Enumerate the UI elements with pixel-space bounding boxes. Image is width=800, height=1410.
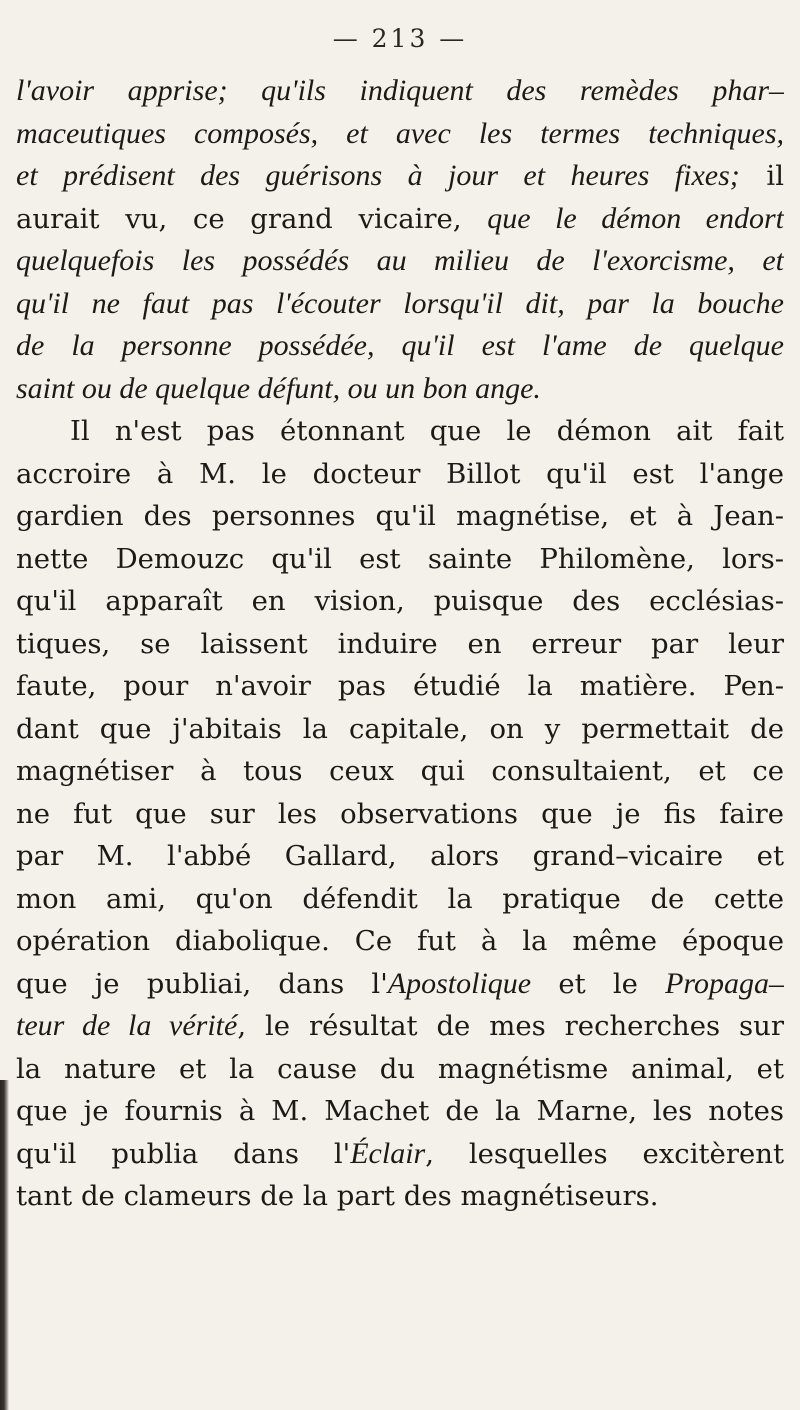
text-line: [16, 1090, 784, 1133]
text-run: nette Demouzc qu'il est sainte Philomène, lors-: [16, 542, 784, 575]
text-run: , le résultat de mes recherches sur: [237, 1010, 784, 1042]
text-line: [16, 283, 784, 326]
page-number: — 213 —: [332, 24, 468, 53]
text-line: [16, 750, 784, 793]
italic-run: l'avoir apprise; qu'ils indiquent des remèdes phar–: [16, 74, 784, 107]
italic-run: qu'il ne faut pas l'écouter lorsqu'il dit, par la bouche: [16, 286, 784, 320]
text-run: magnétiser à tous ceux qui consultaient, et ce: [16, 755, 784, 787]
text-line: [16, 113, 784, 156]
text-line: [16, 1005, 784, 1048]
text-run: il: [739, 160, 784, 192]
text-run: faute, pour n'avoir pas étudié la matière. Pen-: [16, 670, 784, 702]
italic-run: Propaga–: [665, 966, 784, 1000]
text-line: [16, 708, 784, 751]
italic-run: de la personne possédée, qu'il est l'ame de quelque: [16, 329, 784, 362]
text-line: [16, 793, 784, 836]
text-run: accroire à M. le docteur Billot qu'il est l'ange: [16, 457, 784, 490]
text-run: tant de clameurs de la part des magnétiseurs.: [16, 1180, 659, 1212]
text-run: dant que j'abitais la capitale, on y permettait de: [16, 712, 784, 745]
text-line: [16, 665, 784, 708]
text-run: et le: [531, 967, 666, 1000]
text-run: opération diabolique. Ce fut à la même époque: [16, 925, 784, 957]
text-line: [16, 963, 784, 1006]
text-line: [16, 835, 784, 878]
text-run: qu'il publia dans l': [16, 1137, 351, 1170]
italic-run: que le démon endort: [487, 201, 784, 235]
text-run: Il n'est pas étonnant que le démon ait fait: [70, 415, 784, 447]
text-run: , lesquelles excitèrent: [425, 1137, 784, 1170]
text-line: [16, 198, 784, 241]
text-line: [16, 155, 784, 198]
text-run: ne fut que sur les observations que je fis faire: [16, 797, 784, 830]
italic-run: quelquefois les possédés au milieu de l'exorcisme, et: [16, 244, 784, 277]
text-line: [16, 325, 784, 368]
text-run: que je fournis à M. Machet de la Marne, les notes: [16, 1095, 784, 1127]
scan-shadow-edge: [0, 1080, 9, 1410]
text-run: que je publiai, dans l': [16, 967, 388, 1000]
text-run: par M. l'abbé Gallard, alors grand–vicaire et: [16, 840, 784, 872]
text-line: [16, 1175, 784, 1218]
text-run: qu'il apparaît en vision, puisque des ecclésias-: [16, 585, 784, 617]
italic-run: Apostolique: [387, 966, 532, 1000]
text-run: tiques, se laissent induire en erreur par leur: [16, 627, 784, 660]
italic-run: saint ou de quelque défunt, ou un bon ange.: [16, 371, 541, 405]
text-run: aurait vu, ce grand vicaire,: [16, 202, 488, 235]
text-run: gardien des personnes qu'il magnétise, et à Jean-: [16, 500, 784, 532]
text-line: [16, 1133, 784, 1176]
text-line: [16, 70, 784, 113]
text-line: [16, 495, 784, 538]
text-run: la nature et la cause du magnétisme animal, et: [16, 1052, 784, 1085]
italic-run: maceutiques composés, et avec les termes techniques,: [16, 116, 784, 150]
text-line: [16, 1048, 784, 1091]
italic-run: Éclair: [350, 1136, 426, 1170]
text-line: [16, 368, 784, 411]
italic-run: teur de la vérité: [16, 1009, 238, 1042]
body-text: [16, 70, 784, 1218]
text-line: [16, 623, 784, 666]
text-line: [16, 878, 784, 921]
text-line: [16, 410, 784, 453]
text-line: [16, 453, 784, 496]
text-line: [16, 538, 784, 581]
text-line: [16, 240, 784, 283]
text-line: [16, 580, 784, 623]
text-line: [16, 920, 784, 963]
italic-run: et prédisent des guérisons à jour et heures fixes;: [16, 159, 740, 192]
text-run: mon ami, qu'on défendit la pratique de cette: [16, 882, 784, 915]
